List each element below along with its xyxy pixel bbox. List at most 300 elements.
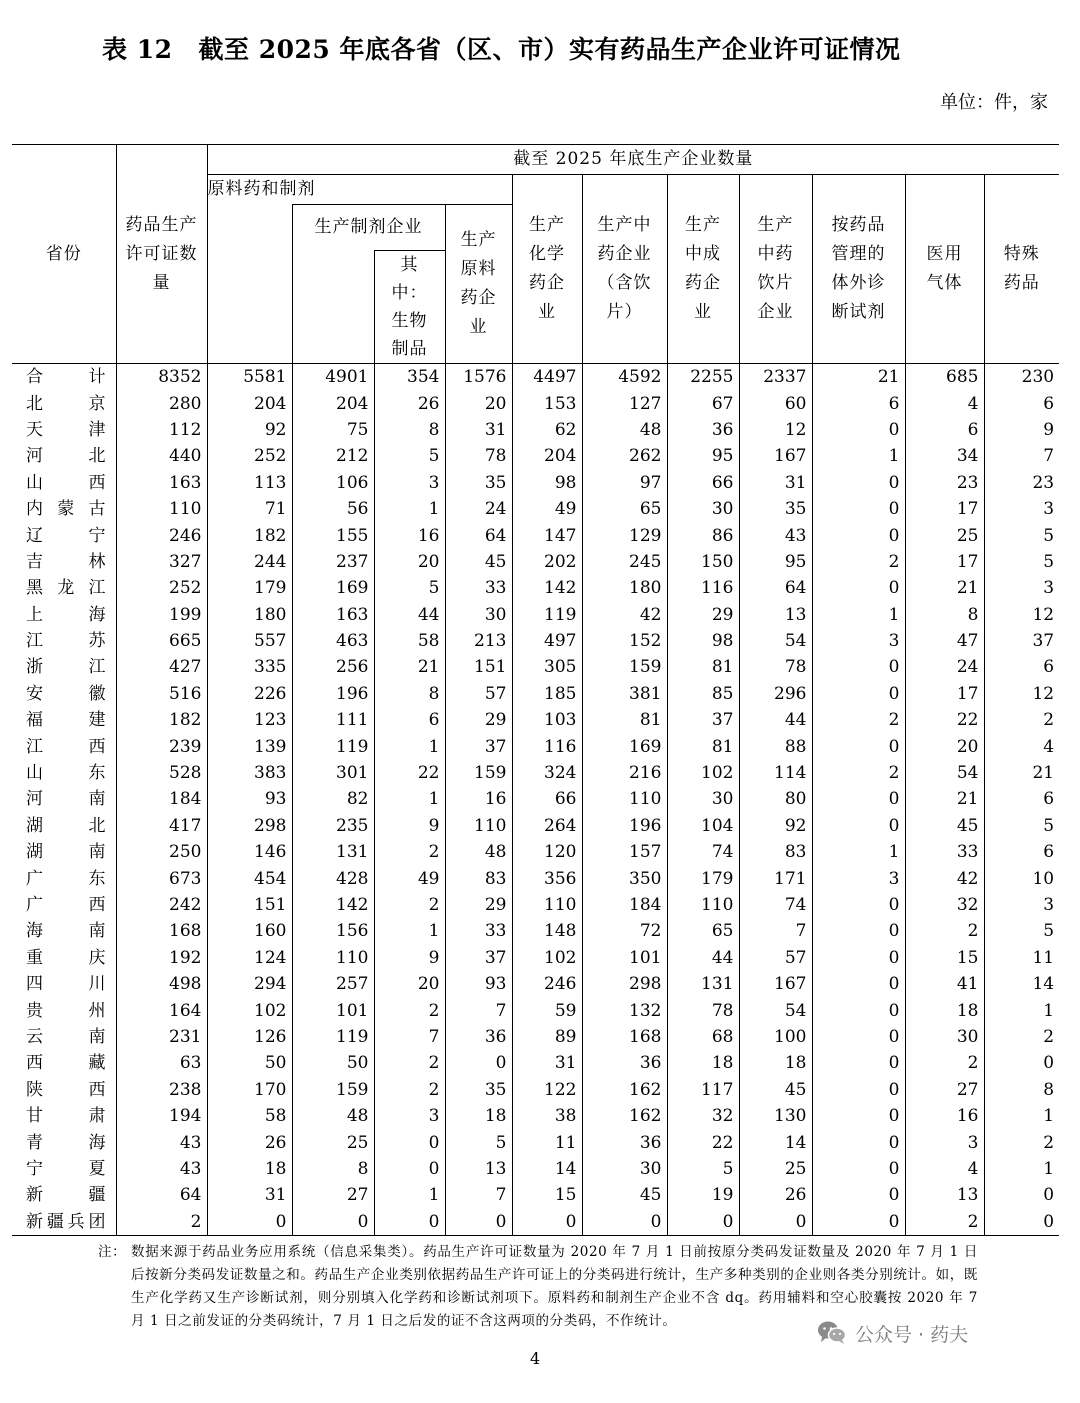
- value-cell: 159: [582, 654, 667, 680]
- value-cell: 153: [512, 390, 582, 416]
- province-cell: 陕西: [26, 1079, 106, 1100]
- value-cell: 226: [207, 681, 292, 707]
- value-cell: 182: [207, 522, 292, 548]
- value-cell: 37: [445, 945, 512, 971]
- value-cell: 0: [667, 1209, 739, 1236]
- value-cell: 242: [116, 892, 207, 918]
- value-cell: 123: [207, 707, 292, 733]
- value-cell: 104: [667, 813, 739, 839]
- table-row: [12, 628, 1059, 654]
- table-row: [12, 654, 1059, 680]
- table-row: [12, 522, 1059, 548]
- value-cell: 13: [905, 1182, 984, 1208]
- value-cell: 26: [374, 390, 445, 416]
- value-cell: 111: [292, 707, 374, 733]
- value-cell: 8: [292, 1156, 374, 1182]
- value-cell: 1: [984, 1156, 1059, 1182]
- value-cell: 33: [445, 575, 512, 601]
- value-cell: 45: [905, 813, 984, 839]
- value-cell: 117: [667, 1077, 739, 1103]
- value-cell: 301: [292, 760, 374, 786]
- value-cell: 132: [582, 997, 667, 1023]
- value-cell: 36: [445, 1024, 512, 1050]
- value-cell: 1: [812, 602, 905, 628]
- value-cell: 0: [292, 1209, 374, 1236]
- value-cell: 0: [812, 918, 905, 944]
- value-cell: 92: [739, 813, 812, 839]
- value-cell: 463: [292, 628, 374, 654]
- value-cell: 192: [116, 945, 207, 971]
- value-cell: 29: [445, 707, 512, 733]
- header-ivd: 按药品管理的体外诊断试剂: [812, 175, 905, 364]
- value-cell: 126: [207, 1024, 292, 1050]
- value-cell: 25: [292, 1129, 374, 1155]
- value-cell: 54: [739, 997, 812, 1023]
- table-row: [12, 786, 1059, 812]
- value-cell: 151: [445, 654, 512, 680]
- value-cell: 129: [582, 522, 667, 548]
- value-cell: 116: [667, 575, 739, 601]
- value-cell: 5581: [207, 364, 292, 391]
- value-cell: 180: [582, 575, 667, 601]
- value-cell: 196: [292, 681, 374, 707]
- value-cell: 54: [739, 628, 812, 654]
- value-cell: 2337: [739, 364, 812, 391]
- value-cell: 252: [207, 443, 292, 469]
- value-cell: 2: [116, 1209, 207, 1236]
- table-row: [12, 470, 1059, 496]
- value-cell: 27: [905, 1077, 984, 1103]
- value-cell: 30: [905, 1024, 984, 1050]
- value-cell: 64: [739, 575, 812, 601]
- province-cell: 青海: [26, 1132, 106, 1153]
- value-cell: 2: [374, 1050, 445, 1076]
- value-cell: 31: [739, 470, 812, 496]
- value-cell: 100: [739, 1024, 812, 1050]
- value-cell: 18: [905, 997, 984, 1023]
- header-tcm-slices: 生产中药饮片企业: [739, 175, 812, 364]
- value-cell: 44: [667, 945, 739, 971]
- value-cell: 18: [207, 1156, 292, 1182]
- value-cell: 673: [116, 865, 207, 891]
- value-cell: 102: [667, 760, 739, 786]
- value-cell: 21: [984, 760, 1059, 786]
- value-cell: 164: [116, 997, 207, 1023]
- table-row: [12, 417, 1059, 443]
- value-cell: 22: [374, 760, 445, 786]
- value-cell: 0: [812, 681, 905, 707]
- value-cell: 4: [984, 733, 1059, 759]
- table-row: [12, 390, 1059, 416]
- value-cell: 1: [812, 443, 905, 469]
- value-cell: 0: [812, 945, 905, 971]
- table-body: [12, 364, 1059, 1236]
- value-cell: 56: [292, 496, 374, 522]
- value-cell: 14: [512, 1156, 582, 1182]
- value-cell: 58: [207, 1103, 292, 1129]
- header-license-count: 药品生产许可证数量: [116, 145, 207, 364]
- value-cell: 44: [739, 707, 812, 733]
- value-cell: 11: [984, 945, 1059, 971]
- value-cell: 13: [445, 1156, 512, 1182]
- value-cell: 74: [667, 839, 739, 865]
- value-cell: 102: [512, 945, 582, 971]
- value-cell: 113: [207, 470, 292, 496]
- value-cell: 204: [512, 443, 582, 469]
- value-cell: 298: [207, 813, 292, 839]
- value-cell: 0: [812, 733, 905, 759]
- value-cell: 159: [445, 760, 512, 786]
- value-cell: 97: [582, 470, 667, 496]
- value-cell: 2: [374, 839, 445, 865]
- table-row: [12, 681, 1059, 707]
- table-row: [12, 839, 1059, 865]
- value-cell: 2: [812, 549, 905, 575]
- value-cell: 163: [292, 602, 374, 628]
- value-cell: 2: [905, 918, 984, 944]
- value-cell: 1: [374, 1182, 445, 1208]
- province-cell: 吉林: [26, 551, 106, 572]
- value-cell: 119: [292, 1024, 374, 1050]
- value-cell: 685: [905, 364, 984, 391]
- value-cell: 157: [582, 839, 667, 865]
- value-cell: 71: [207, 496, 292, 522]
- value-cell: 93: [445, 971, 512, 997]
- value-cell: 0: [374, 1129, 445, 1155]
- value-cell: 167: [739, 443, 812, 469]
- value-cell: 68: [667, 1024, 739, 1050]
- value-cell: 162: [582, 1103, 667, 1129]
- value-cell: 2: [905, 1209, 984, 1236]
- province-cell: 新疆兵团: [12, 1209, 116, 1236]
- value-cell: 0: [812, 786, 905, 812]
- wechat-icon: [817, 1320, 847, 1346]
- value-cell: 230: [984, 364, 1059, 391]
- value-cell: 93: [207, 786, 292, 812]
- value-cell: 0: [812, 470, 905, 496]
- value-cell: 497: [512, 628, 582, 654]
- province-cell: 新疆: [26, 1185, 106, 1206]
- value-cell: 238: [116, 1077, 207, 1103]
- value-cell: 80: [739, 786, 812, 812]
- table-number: 表 12: [102, 35, 173, 64]
- value-cell: 350: [582, 865, 667, 891]
- header-formulation-blank: [292, 251, 374, 364]
- value-cell: 9: [374, 945, 445, 971]
- value-cell: 17: [905, 549, 984, 575]
- value-cell: 4592: [582, 364, 667, 391]
- value-cell: 0: [374, 1156, 445, 1182]
- value-cell: 170: [207, 1077, 292, 1103]
- value-cell: 244: [207, 549, 292, 575]
- province-cell: 福建: [26, 710, 106, 731]
- header-chemical: 生产化学药企业: [512, 175, 582, 364]
- value-cell: 2: [812, 760, 905, 786]
- value-cell: 82: [292, 786, 374, 812]
- value-cell: 16: [374, 522, 445, 548]
- value-cell: 65: [667, 918, 739, 944]
- value-cell: 2: [984, 1129, 1059, 1155]
- value-cell: 212: [292, 443, 374, 469]
- value-cell: 0: [512, 1209, 582, 1236]
- table-row: [12, 1024, 1059, 1050]
- value-cell: 27: [292, 1182, 374, 1208]
- value-cell: 9: [984, 417, 1059, 443]
- value-cell: 0: [812, 496, 905, 522]
- value-cell: 0: [812, 575, 905, 601]
- table-row: [12, 549, 1059, 575]
- table-row: [12, 865, 1059, 891]
- value-cell: 6: [905, 417, 984, 443]
- value-cell: 8352: [116, 364, 207, 391]
- value-cell: 0: [812, 654, 905, 680]
- value-cell: 184: [582, 892, 667, 918]
- table-header: [12, 145, 1059, 364]
- province-cell: 海南: [26, 921, 106, 942]
- value-cell: 5: [984, 918, 1059, 944]
- province-cell: 西藏: [26, 1053, 106, 1074]
- value-cell: 167: [739, 971, 812, 997]
- value-cell: 29: [667, 602, 739, 628]
- value-cell: 19: [667, 1182, 739, 1208]
- value-cell: 213: [445, 628, 512, 654]
- value-cell: 25: [905, 522, 984, 548]
- value-cell: 110: [292, 945, 374, 971]
- value-cell: 3: [984, 575, 1059, 601]
- value-cell: 92: [207, 417, 292, 443]
- value-cell: 32: [905, 892, 984, 918]
- value-cell: 14: [984, 971, 1059, 997]
- province-cell: 贵州: [26, 1000, 106, 1021]
- value-cell: 305: [512, 654, 582, 680]
- value-cell: 131: [292, 839, 374, 865]
- value-cell: 81: [667, 654, 739, 680]
- value-cell: 30: [667, 496, 739, 522]
- value-cell: 199: [116, 602, 207, 628]
- value-cell: 0: [374, 1209, 445, 1236]
- value-cell: 103: [512, 707, 582, 733]
- province-cell: 北京: [26, 393, 106, 414]
- value-cell: 6: [984, 786, 1059, 812]
- province-cell: 广西: [26, 895, 106, 915]
- value-cell: 35: [739, 496, 812, 522]
- value-cell: 119: [292, 733, 374, 759]
- table-row: [12, 1182, 1059, 1208]
- value-cell: 142: [292, 892, 374, 918]
- value-cell: 60: [739, 390, 812, 416]
- value-cell: 75: [292, 417, 374, 443]
- province-cell: 内蒙古: [26, 499, 106, 520]
- value-cell: 3: [812, 628, 905, 654]
- value-cell: 57: [739, 945, 812, 971]
- value-cell: 185: [512, 681, 582, 707]
- value-cell: 156: [292, 918, 374, 944]
- value-cell: 280: [116, 390, 207, 416]
- value-cell: 0: [812, 1077, 905, 1103]
- value-cell: 1: [374, 918, 445, 944]
- value-cell: 21: [905, 786, 984, 812]
- value-cell: 15: [512, 1182, 582, 1208]
- value-cell: 17: [905, 496, 984, 522]
- value-cell: 110: [667, 892, 739, 918]
- value-cell: 36: [667, 417, 739, 443]
- value-cell: 7: [374, 1024, 445, 1050]
- watermark-text: 公众号 · 药夫: [855, 1323, 969, 1346]
- table-row: [12, 918, 1059, 944]
- province-cell: 河南: [26, 789, 106, 810]
- table-row: [12, 1103, 1059, 1129]
- value-cell: 6: [812, 390, 905, 416]
- value-cell: 179: [667, 865, 739, 891]
- value-cell: 324: [512, 760, 582, 786]
- value-cell: 0: [582, 1209, 667, 1236]
- value-cell: 37: [445, 733, 512, 759]
- table-row: [12, 575, 1059, 601]
- value-cell: 235: [292, 813, 374, 839]
- value-cell: 294: [207, 971, 292, 997]
- value-cell: 48: [582, 417, 667, 443]
- value-cell: 7: [739, 918, 812, 944]
- value-cell: 202: [512, 549, 582, 575]
- value-cell: 454: [207, 865, 292, 891]
- value-cell: 146: [207, 839, 292, 865]
- value-cell: 64: [116, 1182, 207, 1208]
- table-row: [12, 892, 1059, 918]
- value-cell: 44: [374, 602, 445, 628]
- table-row: [12, 997, 1059, 1023]
- value-cell: 1: [374, 786, 445, 812]
- value-cell: 516: [116, 681, 207, 707]
- value-cell: 0: [812, 1050, 905, 1076]
- value-cell: 12: [739, 417, 812, 443]
- page-number: 4: [530, 1349, 541, 1368]
- value-cell: 5: [374, 443, 445, 469]
- value-cell: 1: [812, 839, 905, 865]
- value-cell: 78: [445, 443, 512, 469]
- value-cell: 30: [445, 602, 512, 628]
- value-cell: 31: [445, 417, 512, 443]
- table-row: [12, 971, 1059, 997]
- value-cell: 1: [374, 496, 445, 522]
- value-cell: 250: [116, 839, 207, 865]
- value-cell: 2: [984, 1024, 1059, 1050]
- value-cell: 182: [116, 707, 207, 733]
- value-cell: 102: [207, 997, 292, 1023]
- value-cell: 3: [984, 892, 1059, 918]
- value-cell: 21: [812, 364, 905, 391]
- province-cell: 辽宁: [26, 525, 106, 546]
- value-cell: 0: [984, 1209, 1059, 1236]
- value-cell: 62: [512, 417, 582, 443]
- value-cell: 237: [292, 549, 374, 575]
- value-cell: 98: [667, 628, 739, 654]
- province-cell: 江西: [26, 736, 106, 757]
- value-cell: 43: [116, 1156, 207, 1182]
- value-cell: 116: [512, 733, 582, 759]
- value-cell: 147: [512, 522, 582, 548]
- value-cell: 4: [905, 390, 984, 416]
- value-cell: 0: [812, 522, 905, 548]
- value-cell: 0: [445, 1209, 512, 1236]
- province-cell: 山东: [26, 763, 106, 784]
- header-api: 生产原料药企业: [445, 205, 512, 364]
- value-cell: 196: [582, 813, 667, 839]
- value-cell: 8: [905, 602, 984, 628]
- value-cell: 0: [812, 997, 905, 1023]
- value-cell: 86: [667, 522, 739, 548]
- value-cell: 59: [512, 997, 582, 1023]
- value-cell: 20: [374, 549, 445, 575]
- value-cell: 110: [116, 496, 207, 522]
- value-cell: 20: [374, 971, 445, 997]
- value-cell: 30: [582, 1156, 667, 1182]
- value-cell: 66: [512, 786, 582, 812]
- table-row: [12, 496, 1059, 522]
- value-cell: 168: [116, 918, 207, 944]
- value-cell: 23: [905, 470, 984, 496]
- value-cell: 78: [667, 997, 739, 1023]
- value-cell: 110: [512, 892, 582, 918]
- value-cell: 356: [512, 865, 582, 891]
- value-cell: 2: [374, 997, 445, 1023]
- value-cell: 49: [512, 496, 582, 522]
- value-cell: 101: [582, 945, 667, 971]
- value-cell: 168: [582, 1024, 667, 1050]
- table-row: [12, 760, 1059, 786]
- value-cell: 0: [984, 1050, 1059, 1076]
- value-cell: 169: [292, 575, 374, 601]
- value-cell: 10: [984, 865, 1059, 891]
- watermark: [817, 1318, 968, 1348]
- value-cell: 139: [207, 733, 292, 759]
- province-cell: 黑龙江: [26, 578, 106, 599]
- value-cell: 1: [984, 1103, 1059, 1129]
- header-medical-gas: 医用气体: [905, 175, 984, 364]
- value-cell: 6: [984, 390, 1059, 416]
- value-cell: 252: [116, 575, 207, 601]
- value-cell: 1: [984, 997, 1059, 1023]
- value-cell: 0: [812, 971, 905, 997]
- value-cell: 33: [905, 839, 984, 865]
- license-table: [12, 144, 1059, 1236]
- header-biologics: 其中：生物制品: [374, 251, 445, 364]
- value-cell: 0: [812, 1182, 905, 1208]
- header-blank: [207, 205, 292, 364]
- table-row: [12, 1156, 1059, 1182]
- value-cell: 2255: [667, 364, 739, 391]
- value-cell: 184: [116, 786, 207, 812]
- value-cell: 36: [582, 1129, 667, 1155]
- value-cell: 160: [207, 918, 292, 944]
- value-cell: 5: [667, 1156, 739, 1182]
- province-cell: 宁夏: [26, 1158, 106, 1179]
- value-cell: 78: [739, 654, 812, 680]
- value-cell: 33: [445, 918, 512, 944]
- value-cell: 50: [207, 1050, 292, 1076]
- value-cell: 45: [582, 1182, 667, 1208]
- value-cell: 427: [116, 654, 207, 680]
- value-cell: 16: [445, 786, 512, 812]
- value-cell: 83: [739, 839, 812, 865]
- value-cell: 0: [812, 892, 905, 918]
- value-cell: 4: [905, 1156, 984, 1182]
- value-cell: 8: [984, 1077, 1059, 1103]
- table-row: [12, 1077, 1059, 1103]
- province-cell: 四川: [26, 974, 106, 995]
- value-cell: 7: [445, 997, 512, 1023]
- province-cell: 浙江: [26, 657, 106, 678]
- value-cell: 22: [667, 1129, 739, 1155]
